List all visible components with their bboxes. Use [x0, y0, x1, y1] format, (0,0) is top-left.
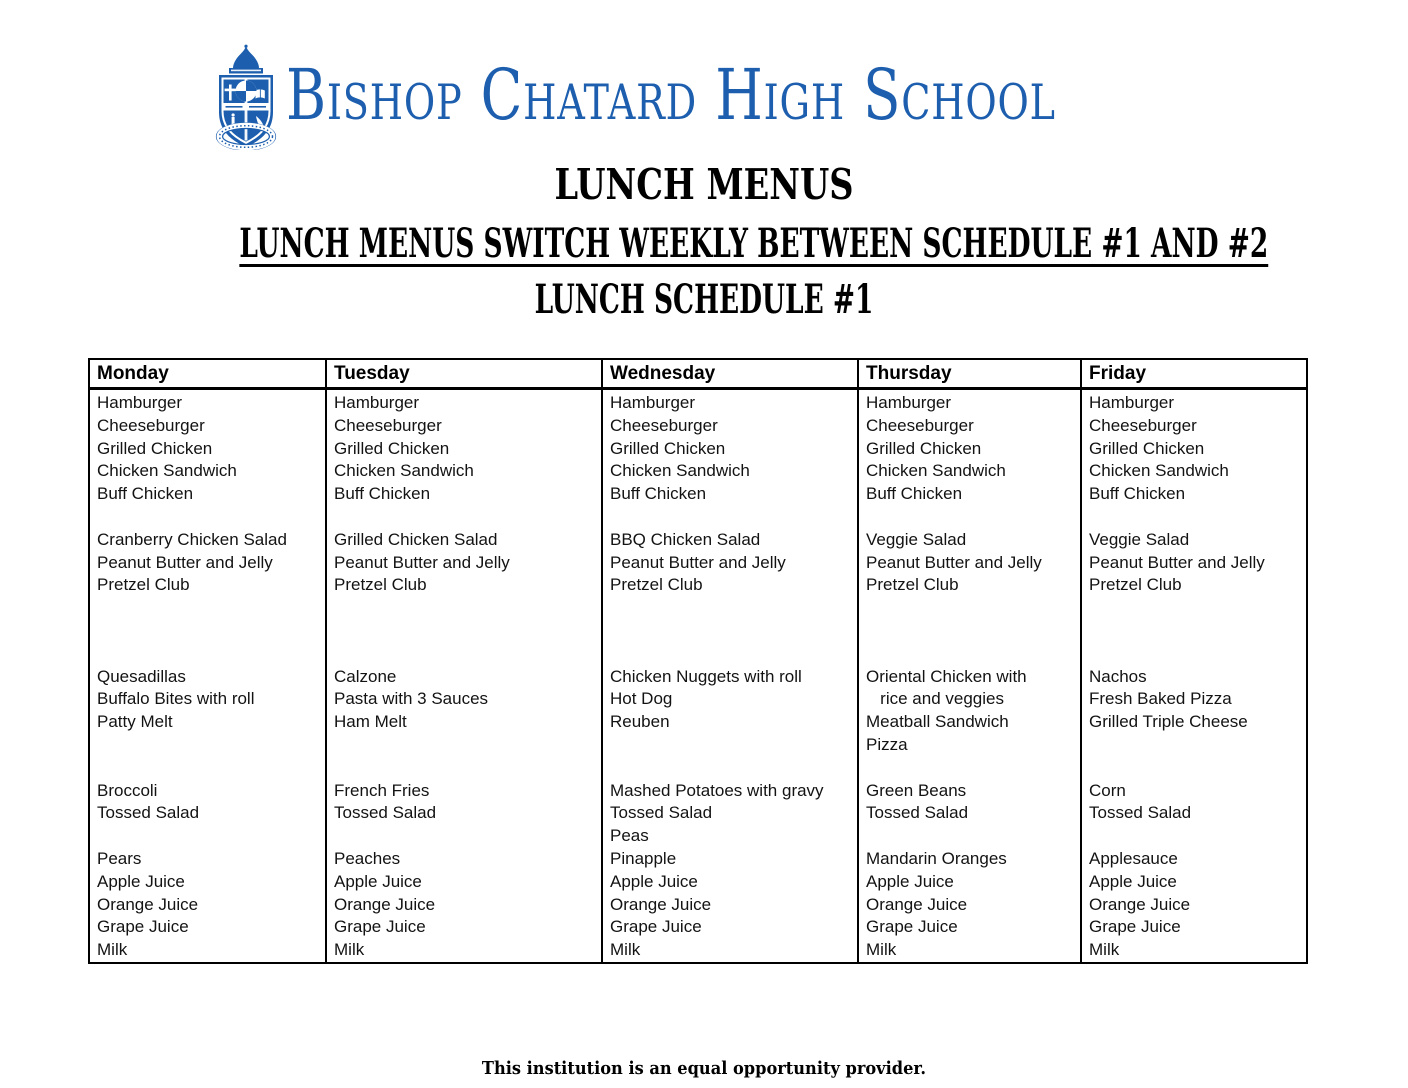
menu-blank-line	[97, 506, 323, 529]
menu-item: Veggie Salad	[866, 529, 967, 549]
menu-column-thursday	[857, 360, 1080, 962]
menu-item: Grilled Triple Cheese	[1089, 712, 1248, 732]
menu-blank-line	[866, 597, 1078, 620]
menu-item: Orange Juice	[1089, 894, 1191, 914]
menu-item: Veggie Salad	[1089, 529, 1190, 549]
menu-item: Cheeseburger	[334, 415, 442, 435]
menu-item: Mandarin Oranges	[866, 848, 1007, 868]
menu-item: Oriental Chicken with	[866, 666, 1027, 686]
menu-blank-line	[610, 506, 855, 529]
menu-blank-line	[866, 643, 1078, 666]
menu-item: Orange Juice	[866, 894, 968, 914]
menu-item: Green Beans	[866, 780, 967, 800]
equal-opportunity-statement: This institution is an equal opportunity provider.	[481, 1058, 927, 1079]
menu-item: Peanut Butter and Jelly	[610, 552, 786, 572]
menu-item: Pretzel Club	[610, 575, 703, 595]
menu-item: Milk	[97, 940, 128, 960]
menu-item: Pinapple	[610, 848, 677, 868]
menu-item: Milk	[1089, 940, 1120, 960]
menu-blank-line	[334, 506, 599, 529]
menu-item: Hamburger	[866, 393, 952, 412]
menu-item: Grilled Chicken	[1089, 438, 1205, 458]
menu-blank-line	[1089, 506, 1304, 529]
menu-items-wednesday	[603, 390, 857, 962]
menu-item: Broccoli	[97, 780, 158, 800]
menu-blank-line	[97, 734, 323, 757]
menu-blank-line	[1089, 643, 1304, 666]
menu-items-monday	[90, 390, 325, 962]
day-header-tuesday: Tuesday	[327, 360, 601, 390]
menu-blank-line	[866, 757, 1078, 780]
menu-blank-line	[1089, 620, 1304, 643]
menu-blank-line	[97, 597, 323, 620]
menu-blank-line	[866, 506, 1078, 529]
menu-item: Ham Melt	[334, 712, 407, 732]
menu-item: Grilled Chicken	[334, 438, 450, 458]
menu-blank-line	[866, 825, 1078, 848]
menu-blank-line	[610, 620, 855, 643]
menu-item: Pretzel Club	[334, 575, 427, 595]
menu-item: Apple Juice	[1089, 871, 1177, 891]
menu-item: Buff Chicken	[334, 484, 431, 504]
menu-item: Meatball Sandwich	[866, 712, 1009, 732]
menu-item: Grape Juice	[866, 917, 958, 937]
menu-item: Chicken Sandwich	[610, 461, 750, 481]
menu-item: Cheeseburger	[866, 415, 974, 435]
menu-item: Patty Melt	[97, 712, 173, 732]
menu-item: Orange Juice	[334, 894, 436, 914]
menu-item: Chicken Sandwich	[97, 461, 237, 481]
menu-item: Tossed Salad	[334, 803, 437, 823]
menu-item: Orange Juice	[610, 894, 712, 914]
menu-item: Corn	[1089, 780, 1126, 800]
menu-item: Grape Juice	[334, 917, 426, 937]
menu-item: Milk	[334, 940, 365, 960]
menu-item: Pears	[97, 848, 142, 868]
menu-item: Chicken Sandwich	[334, 461, 474, 481]
menu-blank-line	[610, 734, 855, 757]
menu-item: French Fries	[334, 780, 430, 800]
menu-blank-line	[610, 757, 855, 780]
menu-column-wednesday	[601, 360, 857, 962]
menu-item: Fresh Baked Pizza	[1089, 689, 1232, 709]
menu-item: Peanut Butter and Jelly	[97, 552, 273, 572]
school-wordmark: Bishop Chatard High School	[286, 54, 1056, 136]
menu-item: Peas	[610, 826, 649, 846]
menu-item: Buff Chicken	[610, 484, 707, 504]
menu-items-friday	[1082, 390, 1306, 962]
menu-blank-line	[97, 620, 323, 643]
menu-item: Hamburger	[610, 393, 696, 412]
menu-item: Cheeseburger	[610, 415, 718, 435]
menu-blank-line	[334, 757, 599, 780]
menu-blank-line	[610, 597, 855, 620]
menu-item: Quesadillas	[97, 666, 186, 686]
menu-item: Buffalo Bites with roll	[97, 689, 255, 709]
menu-item: Grilled Chicken	[610, 438, 726, 458]
menu-item: Cranberry Chicken Salad	[97, 529, 287, 549]
menu-item: Nachos	[1089, 666, 1147, 686]
page-title: LUNCH MENUS	[554, 160, 854, 209]
menu-item: Tossed Salad	[1089, 803, 1192, 823]
menu-blank-line	[1089, 734, 1304, 757]
menu-blank-line	[334, 825, 599, 848]
menu-item: Apple Juice	[866, 871, 954, 891]
menu-column-tuesday	[325, 360, 601, 962]
menu-item: Tossed Salad	[866, 803, 969, 823]
schedule-switch-notice: LUNCH MENUS SWITCH WEEKLY BETWEEN SCHEDULE #1 AND #2	[239, 220, 1269, 267]
menu-item: Grape Juice	[97, 917, 189, 937]
menu-item: Mashed Potatoes with gravy	[610, 780, 824, 800]
menu-item: BBQ Chicken Salad	[610, 529, 761, 549]
menu-item: Grape Juice	[610, 917, 702, 937]
menu-item: Grilled Chicken	[97, 438, 213, 458]
menu-item: rice and veggies	[866, 689, 1004, 709]
menu-item: Chicken Sandwich	[1089, 461, 1229, 481]
menu-item: Cheeseburger	[1089, 415, 1197, 435]
menu-item: Chicken Sandwich	[866, 461, 1006, 481]
menu-item: Orange Juice	[97, 894, 199, 914]
menu-blank-line	[97, 825, 323, 848]
menu-blank-line	[610, 643, 855, 666]
lunch-menu-table	[88, 358, 1308, 964]
menu-item: Peanut Butter and Jelly	[1089, 552, 1265, 572]
menu-item: Hamburger	[97, 393, 183, 412]
menu-item: Grilled Chicken Salad	[334, 529, 498, 549]
menu-item: Grape Juice	[1089, 917, 1181, 937]
menu-item: Milk	[866, 940, 897, 960]
menu-column-friday	[1080, 360, 1306, 962]
menu-item: Pretzel Club	[1089, 575, 1182, 595]
menu-blank-line	[1089, 825, 1304, 848]
menu-item: Apple Juice	[97, 871, 185, 891]
day-header-friday: Friday	[1082, 360, 1306, 390]
day-header-monday: Monday	[90, 360, 325, 390]
menu-item: Applesauce	[1089, 848, 1178, 868]
menu-blank-line	[97, 757, 323, 780]
menu-item: Grilled Chicken	[866, 438, 982, 458]
menu-blank-line	[334, 734, 599, 757]
menu-item: Tossed Salad	[97, 803, 200, 823]
menu-blank-line	[334, 597, 599, 620]
menu-item: Pretzel Club	[866, 575, 959, 595]
menu-blank-line	[1089, 757, 1304, 780]
menu-column-monday	[90, 360, 325, 962]
menu-blank-line	[334, 643, 599, 666]
school-crest-icon	[212, 44, 280, 150]
menu-item: Pasta with 3 Sauces	[334, 689, 489, 709]
menu-item: Calzone	[334, 666, 397, 686]
menu-item: Buff Chicken	[866, 484, 963, 504]
menu-item: Cheeseburger	[97, 415, 205, 435]
menu-item: Peanut Butter and Jelly	[866, 552, 1042, 572]
menu-item: Peaches	[334, 848, 401, 868]
menu-item: Buff Chicken	[97, 484, 194, 504]
day-header-thursday: Thursday	[859, 360, 1080, 390]
day-header-wednesday: Wednesday	[603, 360, 857, 390]
menu-blank-line	[97, 643, 323, 666]
menu-blank-line	[334, 620, 599, 643]
menu-item: Peanut Butter and Jelly	[334, 552, 510, 572]
menu-item: Milk	[610, 940, 641, 960]
menu-items-thursday	[859, 390, 1080, 962]
menu-item: Reuben	[610, 712, 670, 732]
menu-item: Hot Dog	[610, 689, 673, 709]
menu-item: Apple Juice	[610, 871, 698, 891]
schedule-title: LUNCH SCHEDULE #1	[534, 276, 874, 323]
menu-item: Apple Juice	[334, 871, 422, 891]
menu-item: Buff Chicken	[1089, 484, 1186, 504]
menu-items-tuesday	[327, 390, 601, 962]
menu-blank-line	[866, 620, 1078, 643]
menu-item: Tossed Salad	[610, 803, 713, 823]
menu-item: Pretzel Club	[97, 575, 190, 595]
menu-blank-line	[1089, 597, 1304, 620]
menu-item: Hamburger	[334, 393, 420, 412]
menu-item: Hamburger	[1089, 393, 1175, 412]
menu-item: Chicken Nuggets with roll	[610, 666, 802, 686]
menu-item: Pizza	[866, 734, 908, 754]
